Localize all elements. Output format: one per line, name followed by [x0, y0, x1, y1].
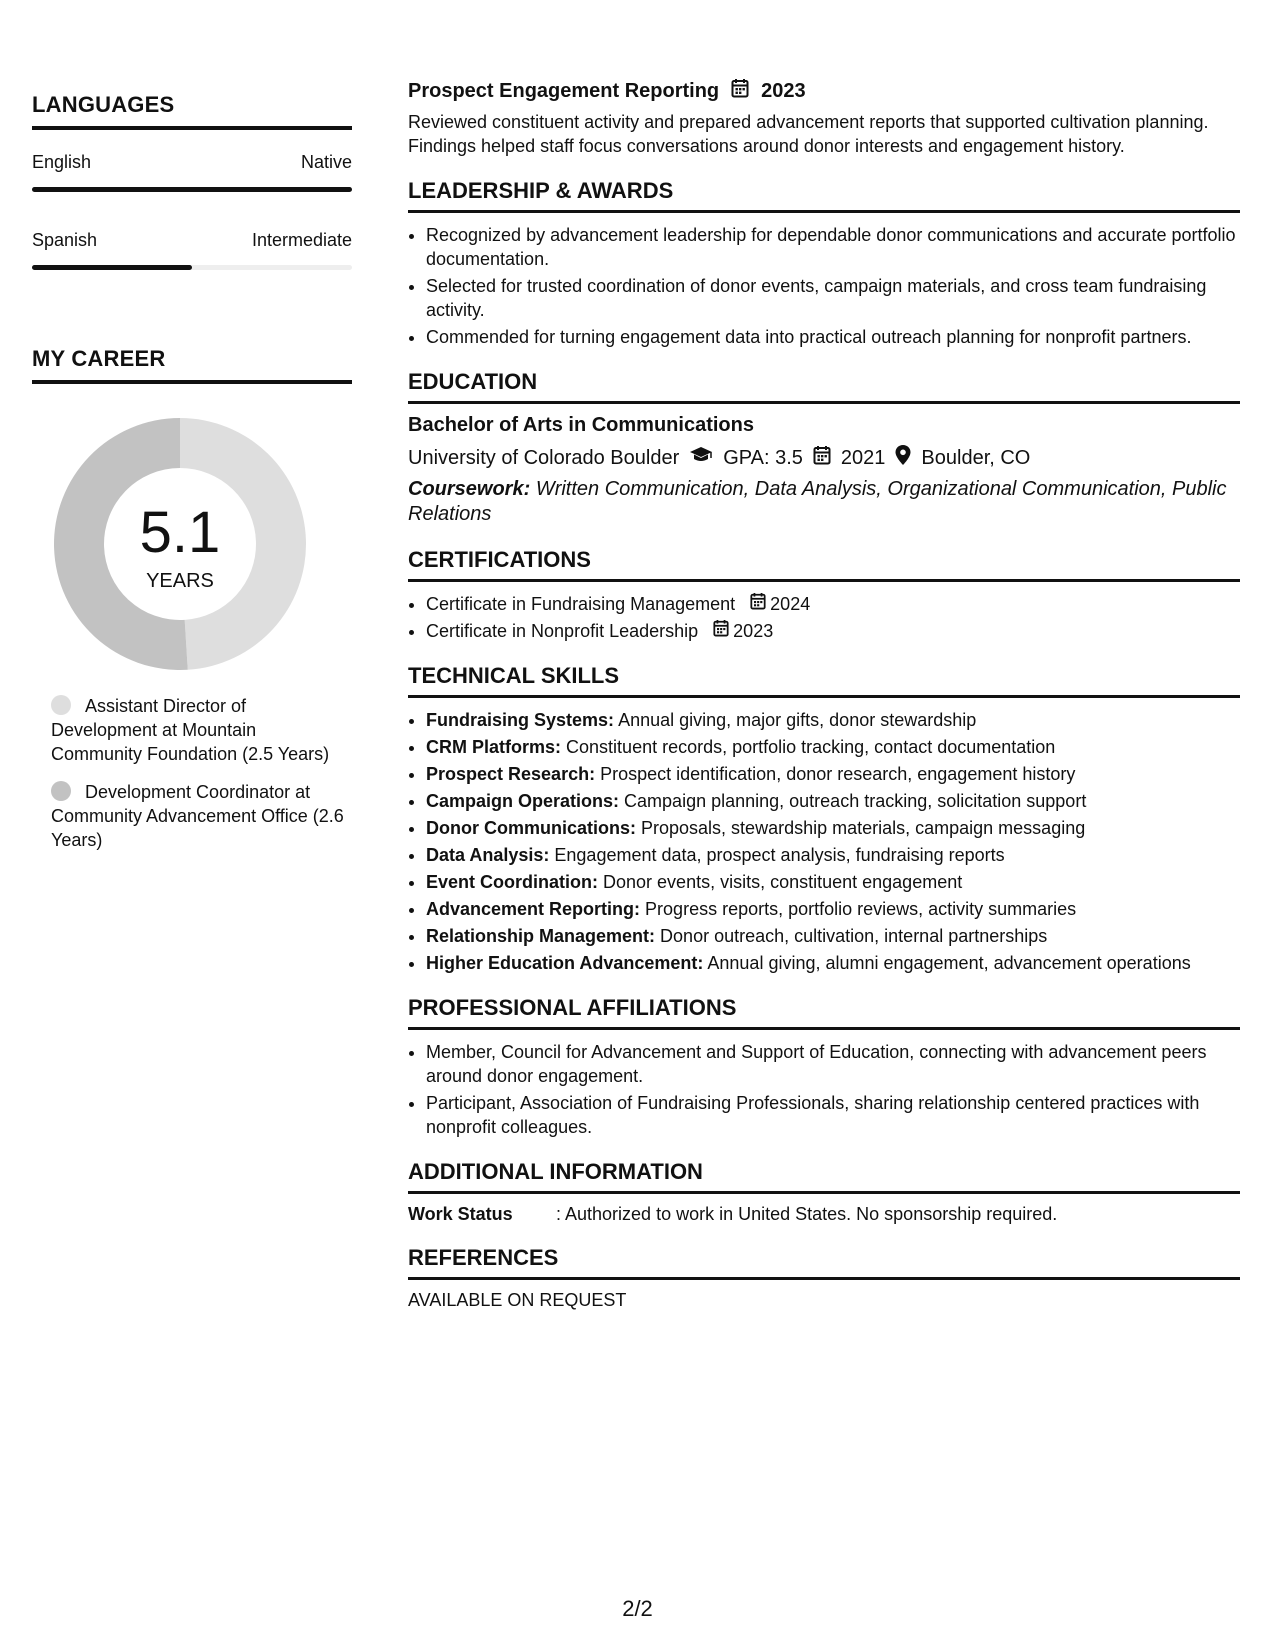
skill-value: Donor events, visits, constituent engagement [603, 872, 963, 892]
certification-name: Certificate in Fundraising Management [426, 594, 736, 614]
skill-label: Event Coordination: [426, 872, 598, 892]
language-proficiency-bar [32, 187, 352, 192]
skill-item [426, 897, 1240, 921]
affiliations-heading: PROFESSIONAL AFFILIATIONS [408, 995, 1240, 1030]
skill-value: Annual giving, major gifts, donor stewardship [618, 710, 977, 730]
skill-label: Donor Communications: [426, 818, 636, 838]
skill-item [426, 816, 1240, 840]
skill-value: Constituent records, portfolio tracking, contact documentation [566, 737, 1056, 757]
language-proficiency-fill [32, 265, 192, 270]
calendar-icon [731, 78, 749, 104]
language-name: English [32, 152, 92, 172]
language-name: Spanish [32, 230, 98, 250]
calendar-icon [713, 619, 729, 643]
list-item: • Member, Council for Advancement and Support of Education, connecting with advancement peers around donor engagement. [426, 1040, 1240, 1088]
skill-value: Progress reports, portfolio reviews, activity summaries [645, 899, 1077, 919]
sidebar [32, 92, 352, 866]
additional-heading: ADDITIONAL INFORMATION [408, 1159, 1240, 1194]
project-description: Reviewed constituent activity and prepared advancement reports that supported cultivation planning. Findings helped staff focus conversations around donor interests and engagement history. [408, 112, 1209, 156]
certification-year: 2023 [733, 621, 774, 641]
education-school: University of Colorado Boulder [408, 446, 680, 469]
career-heading: MY CAREER [32, 346, 352, 384]
list-item: • Participant, Association of Fundraising Professionals, sharing relationship centered practices with nonprofit colleagues. [426, 1091, 1240, 1139]
list-item [426, 592, 1240, 616]
project-title: Prospect Engagement Reporting [408, 79, 720, 102]
languages-heading: LANGUAGES [32, 92, 352, 130]
leadership-heading: LEADERSHIP & AWARDS [408, 178, 1240, 213]
location-pin-icon [895, 445, 911, 471]
list-item: • Selected for trusted coordination of donor events, campaign materials, and cross team fundraising activity. [426, 274, 1240, 322]
skill-item [426, 924, 1240, 948]
skill-item [426, 843, 1240, 867]
coursework-label: Coursework: [408, 478, 531, 500]
list-item: • Recognized by advancement leadership for dependable donor communications and accurate portfolio documentation. [426, 223, 1240, 271]
certification-year: 2024 [770, 594, 811, 614]
education-location: Boulder, CO [921, 446, 1031, 469]
certification-name: Certificate in Nonprofit Leadership [426, 621, 699, 641]
coursework-text: Written Communication, Data Analysis, Organizational Communication, Public Relations [408, 478, 1227, 525]
skill-label: Higher Education Advancement: [426, 953, 704, 973]
skill-label: Data Analysis: [426, 845, 550, 865]
education-year: 2021 [840, 446, 886, 469]
skill-label: Fundraising Systems: [426, 710, 615, 730]
career-donut-chart [54, 418, 306, 670]
skill-value: Engagement data, prospect analysis, fundraising reports [554, 845, 1005, 865]
legend-dot-icon [51, 695, 71, 715]
skill-value: Campaign planning, outreach tracking, solicitation support [624, 791, 1087, 811]
skill-label: Prospect Research: [426, 764, 596, 784]
references-heading: REFERENCES [408, 1245, 1240, 1280]
education-heading: EDUCATION [408, 369, 1240, 404]
language-proficiency-bar [32, 265, 352, 270]
skills-heading: TECHNICAL SKILLS [408, 663, 1240, 698]
career-legend-item [51, 780, 352, 852]
graduation-cap-icon [689, 446, 713, 470]
skill-value: Prospect identification, donor research, engagement history [600, 764, 1076, 784]
career-role-label: Development Coordinator at Community Advancement Office (2.6 Years) [51, 782, 344, 850]
education-degree: Bachelor of Arts in Communications [408, 414, 754, 436]
career-role-label: Assistant Director of Development at Mountain Community Foundation (2.5 Years) [51, 696, 330, 764]
career-total-years: 5.1 [139, 500, 221, 565]
skill-label: CRM Platforms: [426, 737, 562, 757]
language-level: Intermediate [251, 230, 352, 250]
skill-label: Advancement Reporting: [426, 899, 641, 919]
skill-item [426, 870, 1240, 894]
language-spanish [32, 230, 352, 270]
page-number: 2/2 [622, 1596, 653, 1621]
project-title-row [408, 78, 1240, 104]
skill-item [426, 762, 1240, 786]
main-column [408, 78, 1240, 1311]
skills-list [408, 708, 1240, 975]
work-status-row [408, 1204, 1240, 1225]
work-status-value: : Authorized to work in United States. No sponsorship required. [556, 1204, 1058, 1224]
legend-dot-icon [51, 781, 71, 801]
skill-item [426, 708, 1240, 732]
education-meta [408, 445, 1240, 471]
language-english [32, 152, 352, 192]
calendar-icon [813, 445, 831, 471]
skill-label: Relationship Management: [426, 926, 656, 946]
certifications-heading: CERTIFICATIONS [408, 547, 1240, 582]
career-years-unit: YEARS [146, 570, 214, 592]
skill-item [426, 735, 1240, 759]
certifications-list [408, 592, 1240, 643]
list-item [426, 619, 1240, 643]
education-gpa: GPA: 3.5 [723, 446, 803, 469]
skill-value: Proposals, stewardship materials, campaign messaging [641, 818, 1086, 838]
list-item: • Commended for turning engagement data into practical outreach planning for nonprofit partners. [426, 325, 1240, 349]
career-legend-item [51, 694, 352, 766]
education-coursework [408, 477, 1240, 527]
affiliations-list [408, 1040, 1240, 1139]
work-status-key: Work Status [408, 1204, 513, 1224]
references-text: AVAILABLE ON REQUEST [408, 1290, 627, 1310]
career-legend [32, 694, 352, 852]
calendar-icon [750, 592, 766, 616]
project-year: 2023 [761, 79, 806, 102]
language-proficiency-fill [32, 187, 352, 192]
skill-item [426, 951, 1240, 975]
skill-value: Annual giving, alumni engagement, advancement operations [707, 953, 1191, 973]
skill-value: Donor outreach, cultivation, internal partnerships [660, 926, 1048, 946]
skill-label: Campaign Operations: [426, 791, 620, 811]
language-level: Native [300, 152, 352, 172]
leadership-list [408, 223, 1240, 349]
skill-item [426, 789, 1240, 813]
